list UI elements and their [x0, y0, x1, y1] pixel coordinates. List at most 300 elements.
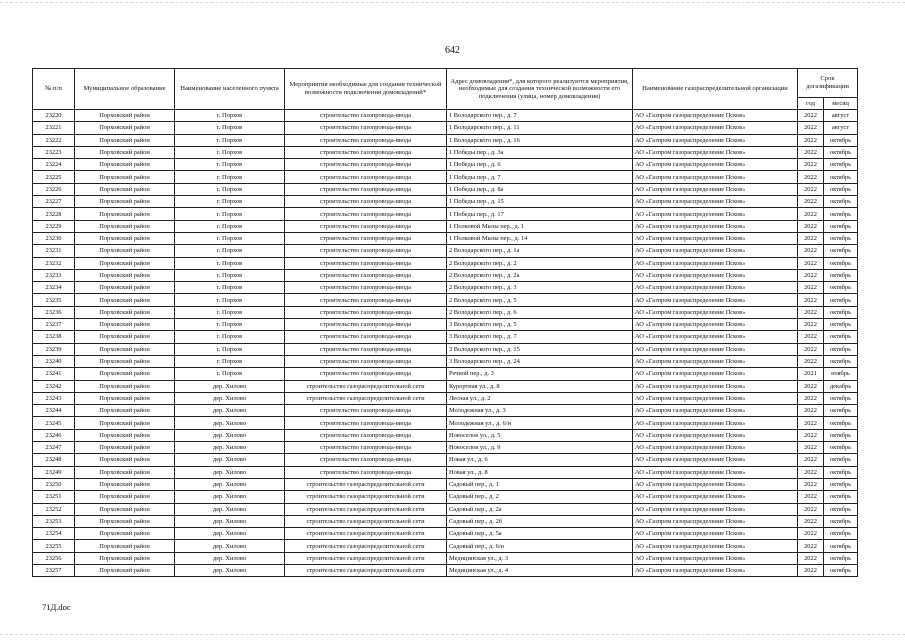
row-month: октябрь: [824, 417, 858, 429]
row-number: 23234: [33, 282, 75, 294]
row-month: октябрь: [824, 171, 858, 183]
row-activity: строительство газопровода-ввода: [285, 466, 447, 478]
row-town: г. Порхов: [175, 319, 285, 331]
row-address: 3 Володарского пер., д. 15: [447, 343, 633, 355]
row-region: Порховский район: [75, 171, 175, 183]
row-region: Порховский район: [75, 442, 175, 454]
row-organization: АО «Газпром газораспределение Псков»: [633, 183, 798, 195]
row-month: октябрь: [824, 257, 858, 269]
row-town: г. Порхов: [175, 220, 285, 232]
header-org: Наименование газораспределительной организации: [633, 69, 798, 110]
row-month: октябрь: [824, 442, 858, 454]
row-year: 2022: [798, 269, 824, 281]
row-number: 23239: [33, 343, 75, 355]
row-month: октябрь: [824, 331, 858, 343]
row-activity: строительство газораспределительной сети: [285, 392, 447, 404]
row-year: 2022: [798, 110, 824, 122]
row-region: Порховский район: [75, 331, 175, 343]
row-town: г. Порхов: [175, 159, 285, 171]
row-organization: АО «Газпром газораспределение Псков»: [633, 491, 798, 503]
row-region: Порховский район: [75, 380, 175, 392]
row-address: 3 Володарского пер., д. 7: [447, 331, 633, 343]
row-activity: строительство газопровода-ввода: [285, 429, 447, 441]
row-organization: АО «Газпром газораспределение Псков»: [633, 355, 798, 367]
table-row: [33, 343, 858, 355]
row-region: Порховский район: [75, 343, 175, 355]
row-organization: АО «Газпром газораспределение Псков»: [633, 442, 798, 454]
row-town: г. Порхов: [175, 343, 285, 355]
row-region: Порховский район: [75, 368, 175, 380]
row-month: август: [824, 110, 858, 122]
row-number: 23240: [33, 355, 75, 367]
row-town: г. Порхов: [175, 282, 285, 294]
page-number: 642: [445, 45, 460, 56]
row-town: г. Порхов: [175, 208, 285, 220]
row-region: Порховский район: [75, 257, 175, 269]
row-address: 1 Победы пер., д. 7: [447, 171, 633, 183]
row-address: 1 Победы пер., д. 15: [447, 196, 633, 208]
row-year: 2021: [798, 368, 824, 380]
row-number: 23248: [33, 454, 75, 466]
row-year: 2022: [798, 134, 824, 146]
row-address: Лесная ул., д. 2: [447, 392, 633, 404]
table-row: [33, 196, 858, 208]
row-organization: АО «Газпром газораспределение Псков»: [633, 282, 798, 294]
table-row: [33, 331, 858, 343]
row-address: Молодежная ул., д. 6/н: [447, 417, 633, 429]
row-month: октябрь: [824, 232, 858, 244]
row-number: 23221: [33, 122, 75, 134]
table-row: [33, 442, 858, 454]
row-number: 23245: [33, 417, 75, 429]
row-activity: строительство газораспределительной сети: [285, 478, 447, 490]
row-organization: АО «Газпром газораспределение Псков»: [633, 146, 798, 158]
row-activity: строительство газопровода-ввода: [285, 405, 447, 417]
row-region: Порховский район: [75, 146, 175, 158]
row-activity: строительство газораспределительной сети: [285, 515, 447, 527]
row-address: Молодежная ул., д. 3: [447, 405, 633, 417]
row-address: Садовый пер., д. 2: [447, 491, 633, 503]
row-number: 23220: [33, 110, 75, 122]
row-organization: АО «Газпром газораспределение Псков»: [633, 380, 798, 392]
row-month: октябрь: [824, 540, 858, 552]
row-year: 2022: [798, 319, 824, 331]
row-region: Порховский район: [75, 454, 175, 466]
row-activity: строительство газораспределительной сети: [285, 380, 447, 392]
row-activity: строительство газопровода-ввода: [285, 159, 447, 171]
row-town: дер. Хилово: [175, 442, 285, 454]
row-town: г. Порхов: [175, 196, 285, 208]
row-number: 23244: [33, 405, 75, 417]
row-town: дер. Хилово: [175, 478, 285, 490]
row-address: 1 Победы пер., д. 17: [447, 208, 633, 220]
row-number: 23231: [33, 245, 75, 257]
table-row: [33, 528, 858, 540]
table-row: [33, 491, 858, 503]
table-row: [33, 503, 858, 515]
row-month: октябрь: [824, 220, 858, 232]
row-month: октябрь: [824, 552, 858, 564]
row-town: дер. Хилово: [175, 552, 285, 564]
row-town: г. Порхов: [175, 257, 285, 269]
header-town: Наименование населенного пункта: [175, 69, 285, 110]
row-activity: строительство газораспределительной сети: [285, 564, 447, 576]
row-organization: АО «Газпром газораспределение Псков»: [633, 552, 798, 564]
row-organization: АО «Газпром газораспределение Псков»: [633, 540, 798, 552]
row-month: октябрь: [824, 466, 858, 478]
row-town: г. Порхов: [175, 331, 285, 343]
row-region: Порховский район: [75, 232, 175, 244]
row-activity: строительство газопровода-ввода: [285, 196, 447, 208]
row-year: 2022: [798, 343, 824, 355]
table-row: [33, 159, 858, 171]
row-month: октябрь: [824, 319, 858, 331]
row-address: 1 Победы пер., д. 3а: [447, 146, 633, 158]
row-number: 23254: [33, 528, 75, 540]
row-activity: строительство газораспределительной сети: [285, 491, 447, 503]
row-year: 2022: [798, 171, 824, 183]
row-organization: АО «Газпром газораспределение Псков»: [633, 159, 798, 171]
row-region: Порховский район: [75, 405, 175, 417]
row-address: Новоселов ул., д. 9: [447, 442, 633, 454]
table-row: [33, 478, 858, 490]
row-town: г. Порхов: [175, 232, 285, 244]
row-organization: АО «Газпром газораспределение Псков»: [633, 220, 798, 232]
row-region: Порховский район: [75, 220, 175, 232]
row-month: август: [824, 122, 858, 134]
row-activity: строительство газопровода-ввода: [285, 368, 447, 380]
row-organization: АО «Газпром газораспределение Псков»: [633, 392, 798, 404]
row-address: 1 Полковой Мызы пер., д. 1: [447, 220, 633, 232]
row-year: 2022: [798, 552, 824, 564]
row-organization: АО «Газпром газораспределение Псков»: [633, 368, 798, 380]
row-activity: строительство газопровода-ввода: [285, 245, 447, 257]
row-town: дер. Хилово: [175, 503, 285, 515]
row-year: 2022: [798, 466, 824, 478]
table-row: [33, 220, 858, 232]
row-activity: строительство газопровода-ввода: [285, 183, 447, 195]
row-town: дер. Хилово: [175, 528, 285, 540]
row-town: дер. Хилово: [175, 417, 285, 429]
row-activity: строительство газопровода-ввода: [285, 269, 447, 281]
row-address: Новая ул., д. 6: [447, 454, 633, 466]
table-row: [33, 122, 858, 134]
row-address: 1 Володарского пер., д. 7: [447, 110, 633, 122]
table-row: [33, 306, 858, 318]
row-organization: АО «Газпром газораспределение Псков»: [633, 454, 798, 466]
row-region: Порховский район: [75, 491, 175, 503]
row-address: Садовый пер., д. 2б: [447, 515, 633, 527]
row-number: 23223: [33, 146, 75, 158]
row-activity: строительство газопровода-ввода: [285, 257, 447, 269]
row-region: Порховский район: [75, 503, 175, 515]
row-activity: строительство газопровода-ввода: [285, 442, 447, 454]
row-region: Порховский район: [75, 134, 175, 146]
row-month: октябрь: [824, 429, 858, 441]
row-town: г. Порхов: [175, 122, 285, 134]
row-town: дер. Хилово: [175, 405, 285, 417]
header-region: Муниципальное образование: [75, 69, 175, 110]
row-number: 23229: [33, 220, 75, 232]
row-organization: АО «Газпром газораспределение Псков»: [633, 405, 798, 417]
row-number: 23256: [33, 552, 75, 564]
table-row: [33, 232, 858, 244]
row-month: ноябрь: [824, 368, 858, 380]
row-region: Порховский район: [75, 319, 175, 331]
row-town: г. Порхов: [175, 146, 285, 158]
row-year: 2022: [798, 331, 824, 343]
row-month: октябрь: [824, 196, 858, 208]
row-address: 2 Володарского пер., д. 6: [447, 306, 633, 318]
row-activity: строительство газопровода-ввода: [285, 294, 447, 306]
row-year: 2022: [798, 417, 824, 429]
row-year: 2022: [798, 355, 824, 367]
row-organization: АО «Газпром газораспределение Псков»: [633, 269, 798, 281]
row-town: г. Порхов: [175, 245, 285, 257]
row-region: Порховский район: [75, 245, 175, 257]
row-address: 1 Победы пер., д. 8а: [447, 183, 633, 195]
row-region: Порховский район: [75, 564, 175, 576]
row-region: Порховский район: [75, 183, 175, 195]
table-row: [33, 171, 858, 183]
row-month: октябрь: [824, 355, 858, 367]
row-number: 23253: [33, 515, 75, 527]
header-activity: Мероприятия необходимые для создания технической возможности подключения домовладений*: [285, 69, 447, 110]
row-town: дер. Хилово: [175, 491, 285, 503]
row-activity: строительство газопровода-ввода: [285, 171, 447, 183]
row-year: 2022: [798, 208, 824, 220]
row-town: дер. Хилово: [175, 466, 285, 478]
row-address: Медицинская ул., д. 4: [447, 564, 633, 576]
header-address: Адрес домовладения*, для которого реализуются мероприятия, необходимые для создания технической возможности его подключения (улица, номер домовладения): [447, 69, 633, 110]
row-town: г. Порхов: [175, 171, 285, 183]
row-month: октябрь: [824, 183, 858, 195]
row-year: 2022: [798, 294, 824, 306]
row-month: октябрь: [824, 343, 858, 355]
row-year: 2022: [798, 392, 824, 404]
row-number: 23251: [33, 491, 75, 503]
row-year: 2022: [798, 196, 824, 208]
row-year: 2022: [798, 232, 824, 244]
row-year: 2022: [798, 405, 824, 417]
row-region: Порховский район: [75, 528, 175, 540]
row-address: Садовый пер., д. 5а: [447, 528, 633, 540]
row-month: декабрь: [824, 380, 858, 392]
table-header-row: [33, 69, 858, 98]
row-number: 23247: [33, 442, 75, 454]
row-address: Курортная ул., д. 8: [447, 380, 633, 392]
row-year: 2022: [798, 528, 824, 540]
row-activity: строительство газопровода-ввода: [285, 319, 447, 331]
row-month: октябрь: [824, 146, 858, 158]
gasification-table: [32, 68, 858, 577]
row-number: 23233: [33, 269, 75, 281]
row-town: дер. Хилово: [175, 429, 285, 441]
row-region: Порховский район: [75, 417, 175, 429]
row-town: г. Порхов: [175, 294, 285, 306]
row-address: 2 Володарского пер., д. 3: [447, 282, 633, 294]
row-year: 2022: [798, 146, 824, 158]
row-activity: строительство газопровода-ввода: [285, 355, 447, 367]
row-region: Порховский район: [75, 355, 175, 367]
table-row: [33, 466, 858, 478]
row-activity: строительство газопровода-ввода: [285, 134, 447, 146]
row-organization: АО «Газпром газораспределение Псков»: [633, 478, 798, 490]
row-month: октябрь: [824, 269, 858, 281]
row-town: дер. Хилово: [175, 392, 285, 404]
table-row: [33, 110, 858, 122]
row-organization: АО «Газпром газораспределение Псков»: [633, 466, 798, 478]
row-region: Порховский район: [75, 208, 175, 220]
row-year: 2022: [798, 380, 824, 392]
row-year: 2022: [798, 478, 824, 490]
row-month: октябрь: [824, 478, 858, 490]
row-activity: строительство газораспределительной сети: [285, 503, 447, 515]
row-month: октябрь: [824, 515, 858, 527]
row-organization: АО «Газпром газораспределение Псков»: [633, 122, 798, 134]
row-town: г. Порхов: [175, 110, 285, 122]
row-month: октябрь: [824, 392, 858, 404]
row-region: Порховский район: [75, 159, 175, 171]
row-activity: строительство газопровода-ввода: [285, 306, 447, 318]
row-number: 23257: [33, 564, 75, 576]
row-organization: АО «Газпром газораспределение Псков»: [633, 417, 798, 429]
row-address: 1 Полковой Мызы пер., д. 14: [447, 232, 633, 244]
row-month: октябрь: [824, 245, 858, 257]
row-activity: строительство газопровода-ввода: [285, 208, 447, 220]
table-row: [33, 540, 858, 552]
row-region: Порховский район: [75, 122, 175, 134]
row-town: г. Порхов: [175, 306, 285, 318]
row-month: октябрь: [824, 405, 858, 417]
row-region: Порховский район: [75, 110, 175, 122]
scan-border-bottom: [0, 634, 905, 635]
table-row: [33, 380, 858, 392]
row-year: 2022: [798, 429, 824, 441]
row-town: г. Порхов: [175, 355, 285, 367]
row-organization: АО «Газпром газораспределение Псков»: [633, 232, 798, 244]
row-region: Порховский район: [75, 466, 175, 478]
row-town: дер. Хилово: [175, 540, 285, 552]
row-activity: строительство газораспределительной сети: [285, 552, 447, 564]
table-row: [33, 515, 858, 527]
row-number: 23250: [33, 478, 75, 490]
row-activity: строительство газопровода-ввода: [285, 417, 447, 429]
row-address: 2 Володарского пер., д. 2а: [447, 269, 633, 281]
row-organization: АО «Газпром газораспределение Псков»: [633, 171, 798, 183]
table-row: [33, 183, 858, 195]
row-activity: строительство газопровода-ввода: [285, 122, 447, 134]
row-region: Порховский район: [75, 540, 175, 552]
row-address: 2 Володарского пер., д. 1а: [447, 245, 633, 257]
row-region: Порховский район: [75, 306, 175, 318]
row-number: 23222: [33, 134, 75, 146]
row-organization: АО «Газпром газораспределение Псков»: [633, 331, 798, 343]
row-organization: АО «Газпром газораспределение Псков»: [633, 245, 798, 257]
row-organization: АО «Газпром газораспределение Псков»: [633, 294, 798, 306]
row-year: 2022: [798, 491, 824, 503]
row-town: г. Порхов: [175, 368, 285, 380]
table-row: [33, 294, 858, 306]
row-month: октябрь: [824, 564, 858, 576]
row-number: 23226: [33, 183, 75, 195]
row-month: октябрь: [824, 528, 858, 540]
row-month: октябрь: [824, 282, 858, 294]
row-organization: АО «Газпром газораспределение Псков»: [633, 208, 798, 220]
row-address: 2 Володарского пер., д. 5: [447, 294, 633, 306]
row-number: 23241: [33, 368, 75, 380]
row-year: 2022: [798, 564, 824, 576]
row-address: Медицинская ул., д. 3: [447, 552, 633, 564]
row-year: 2022: [798, 183, 824, 195]
table-row: [33, 355, 858, 367]
row-region: Порховский район: [75, 196, 175, 208]
row-month: октябрь: [824, 491, 858, 503]
row-organization: АО «Газпром газораспределение Псков»: [633, 343, 798, 355]
table-row: [33, 417, 858, 429]
row-organization: АО «Газпром газораспределение Псков»: [633, 134, 798, 146]
header-term: Срок догазификации: [798, 69, 858, 98]
row-year: 2022: [798, 306, 824, 318]
row-year: 2022: [798, 245, 824, 257]
row-number: 23225: [33, 171, 75, 183]
row-number: 23230: [33, 232, 75, 244]
table-row: [33, 146, 858, 158]
row-activity: строительство газопровода-ввода: [285, 282, 447, 294]
row-region: Порховский район: [75, 269, 175, 281]
row-month: октябрь: [824, 134, 858, 146]
footer-filename: 71Д.doc: [42, 602, 71, 612]
row-number: 23243: [33, 392, 75, 404]
row-organization: АО «Газпром газораспределение Псков»: [633, 257, 798, 269]
table-body: [33, 110, 858, 577]
row-activity: строительство газопровода-ввода: [285, 232, 447, 244]
row-month: октябрь: [824, 454, 858, 466]
row-region: Порховский район: [75, 282, 175, 294]
row-address: 2 Володарского пер., д. 2: [447, 257, 633, 269]
row-number: 23224: [33, 159, 75, 171]
row-month: октябрь: [824, 208, 858, 220]
row-organization: АО «Газпром газораспределение Псков»: [633, 306, 798, 318]
row-town: дер. Хилово: [175, 380, 285, 392]
row-activity: строительство газораспределительной сети: [285, 528, 447, 540]
row-month: октябрь: [824, 306, 858, 318]
table-row: [33, 134, 858, 146]
table-row: [33, 429, 858, 441]
row-organization: АО «Газпром газораспределение Псков»: [633, 503, 798, 515]
row-address: Речной пер., д. 3: [447, 368, 633, 380]
row-month: октябрь: [824, 503, 858, 515]
row-region: Порховский район: [75, 552, 175, 564]
row-organization: АО «Газпром газораспределение Псков»: [633, 110, 798, 122]
row-organization: АО «Газпром газораспределение Псков»: [633, 319, 798, 331]
table-row: [33, 245, 858, 257]
table-row: [33, 319, 858, 331]
row-number: 23236: [33, 306, 75, 318]
row-number: 23242: [33, 380, 75, 392]
row-year: 2022: [798, 540, 824, 552]
row-number: 23235: [33, 294, 75, 306]
table-row: [33, 552, 858, 564]
table-row: [33, 392, 858, 404]
row-address: 3 Володарского пер., д. 5: [447, 319, 633, 331]
row-region: Порховский район: [75, 515, 175, 527]
row-organization: АО «Газпром газораспределение Псков»: [633, 515, 798, 527]
row-year: 2022: [798, 515, 824, 527]
row-town: г. Порхов: [175, 269, 285, 281]
row-year: 2022: [798, 442, 824, 454]
row-number: 23237: [33, 319, 75, 331]
